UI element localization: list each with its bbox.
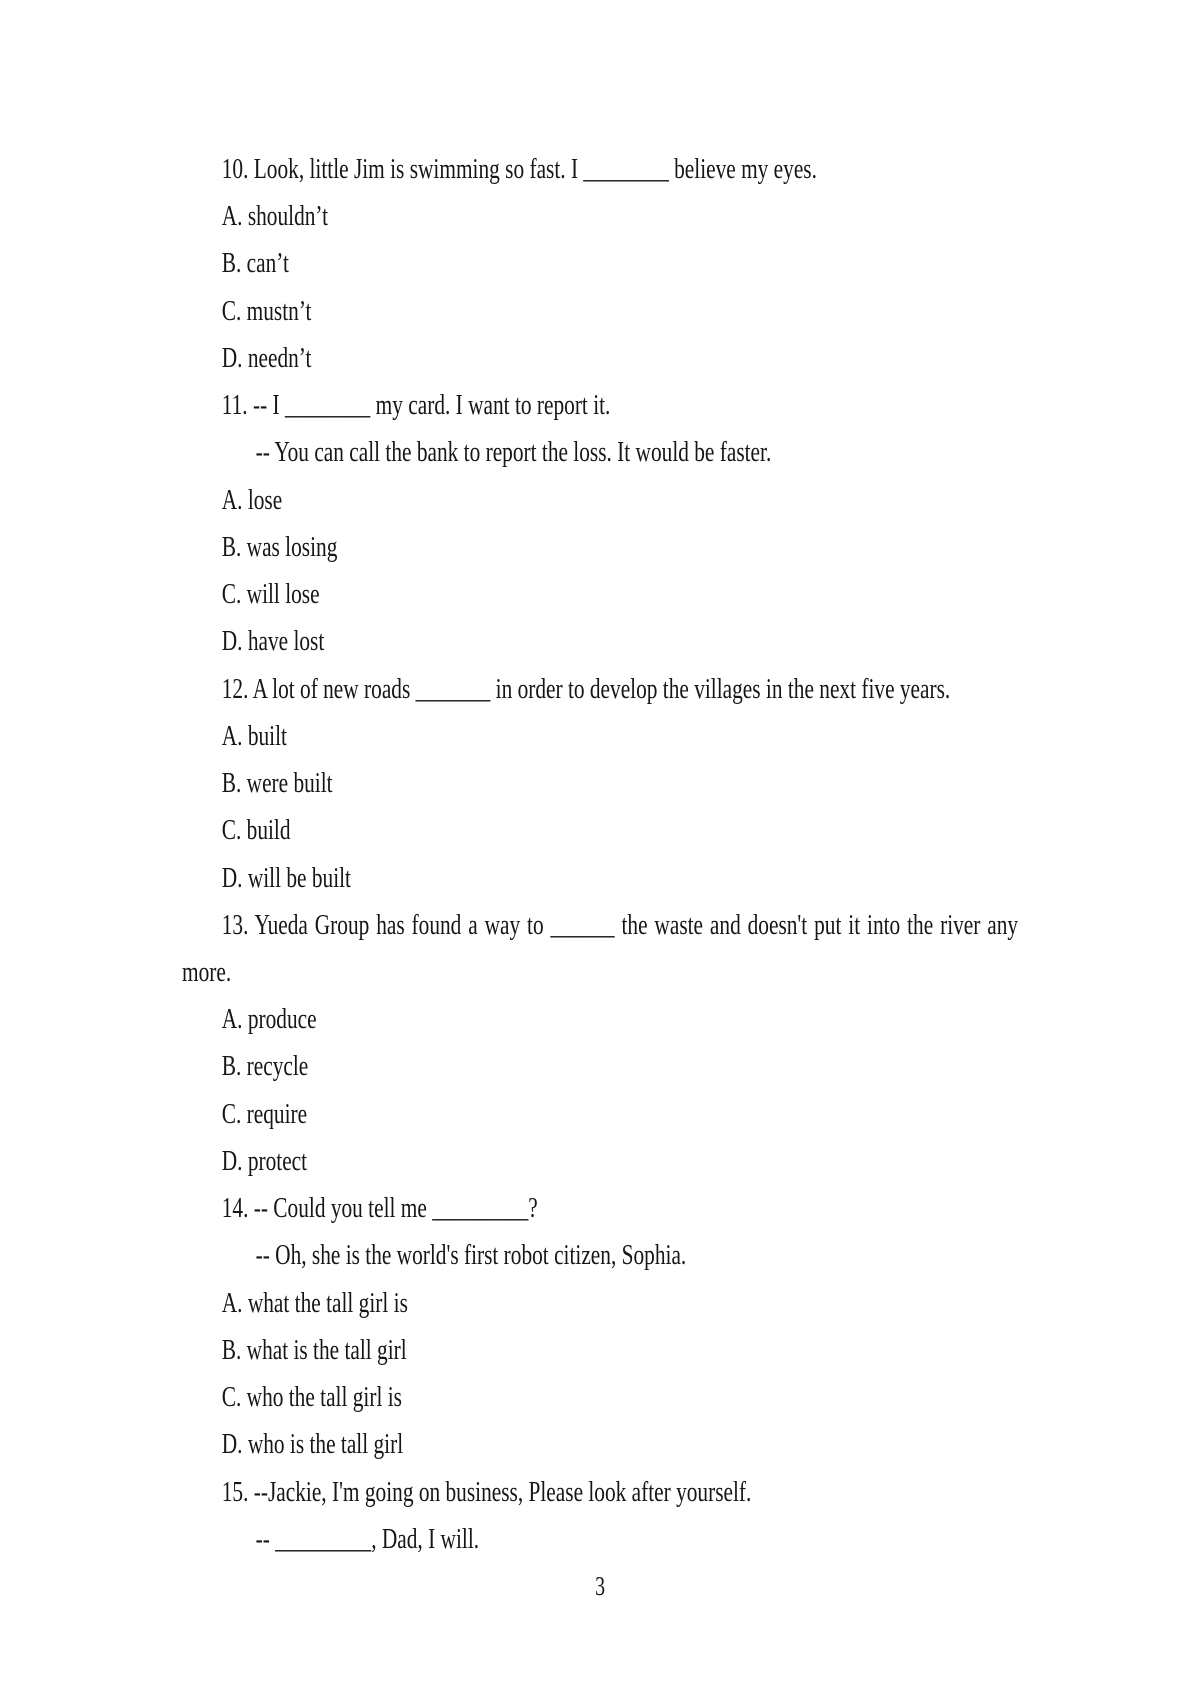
question-13-option-d: D. protect: [221, 1144, 308, 1177]
question-13-option-b: B. recycle: [221, 1050, 309, 1083]
question-10-option-d: D. needn’t: [221, 341, 312, 374]
question-14-option-a: A. what the tall girl is: [221, 1286, 408, 1319]
exam-text-block: [182, 146, 1018, 1610]
question-11-option-d: D. have lost: [221, 625, 325, 658]
question-15-reply: -- _________, Dad, I will.: [255, 1522, 480, 1555]
question-12-option-d: D. will be built: [221, 861, 351, 894]
question-12-option-a: A. built: [221, 719, 287, 752]
question-11-option-a: A. lose: [221, 483, 283, 516]
question-11-option-b: B. was losing: [221, 530, 338, 563]
question-10-prompt: 10. Look, little Jim is swimming so fast. I ________ believe my eyes.: [221, 153, 817, 185]
question-13-prompt: 13. Yueda Group has found a way to ______ the waste and doesn't put it into the river any more.: [182, 908, 1019, 988]
question-12-prompt: 12. A lot of new roads _______ in order to develop the villages in the next five years.: [221, 672, 951, 705]
question-14-reply: -- Oh, she is the world's first robot citizen, Sophia.: [255, 1239, 687, 1272]
question-14-option-c: C. who the tall girl is: [221, 1381, 402, 1414]
question-10-option-b: B. can’t: [221, 247, 289, 280]
question-14-prompt: 14. -- Could you tell me _________?: [221, 1192, 538, 1225]
question-12-option-c: C. build: [221, 814, 291, 847]
question-11-option-c: C. will lose: [221, 578, 320, 611]
question-13-option-c: C. require: [221, 1097, 308, 1130]
question-10-option-a: A. shouldn’t: [221, 200, 329, 233]
question-11-reply: -- You can call the bank to report the loss. It would be faster.: [255, 436, 772, 469]
page-number: 3: [595, 1571, 606, 1602]
question-15-prompt: 15. --Jackie, I'm going on business, Please look after yourself.: [221, 1475, 752, 1508]
question-14-option-b: B. what is the tall girl: [221, 1333, 407, 1366]
question-14-option-d: D. who is the tall girl: [221, 1428, 404, 1461]
question-13-option-a: A. produce: [221, 1003, 317, 1036]
question-10-option-c: C. mustn’t: [221, 294, 312, 327]
question-11-prompt: 11. -- I ________ my card. I want to report it.: [221, 389, 611, 422]
question-12-option-b: B. were built: [221, 767, 333, 800]
